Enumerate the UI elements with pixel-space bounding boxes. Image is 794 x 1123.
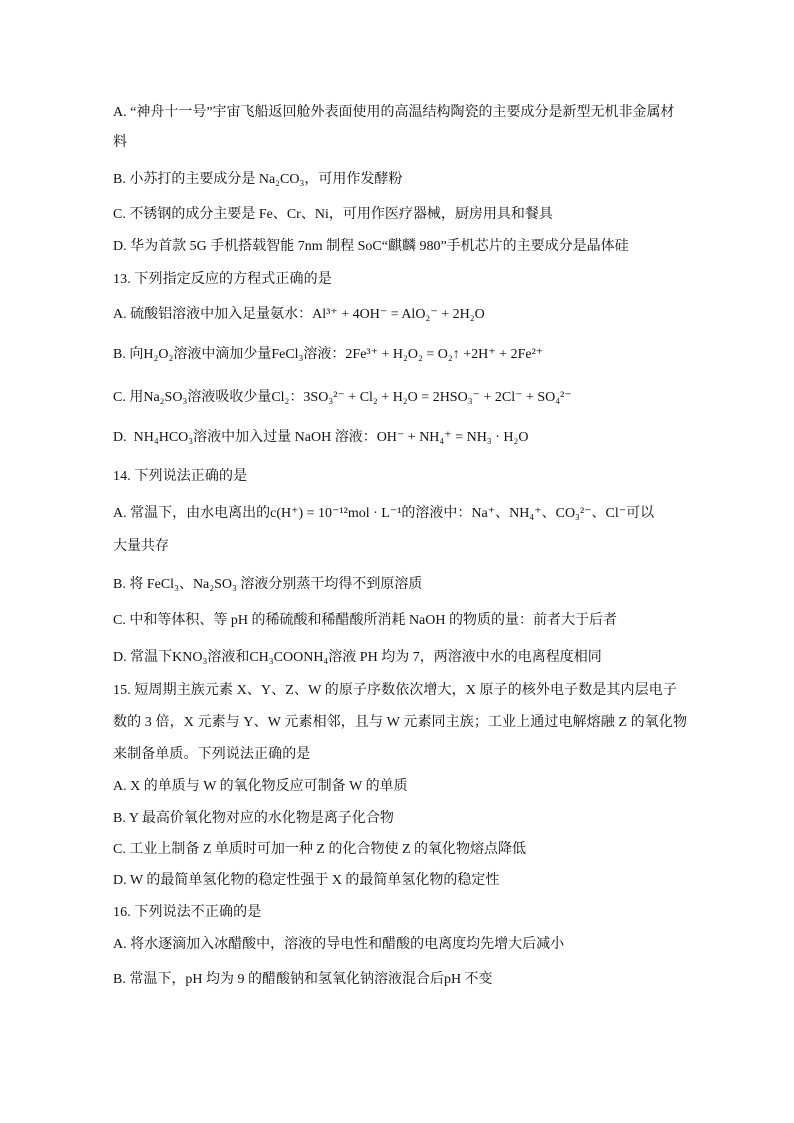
q16-option-b: B. 常温下，pH 均为 9 的醋酸钠和氢氧化钠溶液混合后pH 不变 bbox=[113, 972, 493, 987]
q14-option-a-line-1: A. 常温下，由水电离出的c(H⁺) = 10⁻¹²mol · L⁻¹的溶液中：Na⁺、NH₄⁺、CO₃²⁻、Cl⁻可以 bbox=[113, 506, 655, 521]
q13-stem: 13. 下列指定反应的方程式正确的是 bbox=[113, 272, 332, 287]
q14-option-a-line-2: 大量共存 bbox=[113, 539, 169, 554]
q15-option-a: A. X 的单质与 W 的氧化物反应可制备 W 的单质 bbox=[113, 779, 408, 794]
q12-option-c: C. 不锈钢的成分主要是 Fe、Cr、Ni，可用作医疗器械，厨房用具和餐具 bbox=[113, 207, 553, 222]
q13-option-b: B. 向H₂O₂溶液中滴加少量FeCl₃溶液：2Fe³⁺ + H₂O₂ = O₂↑ +2H⁺ + 2Fe²⁺ bbox=[113, 347, 544, 362]
q15-stem-line-3: 来制备单质。下列说法正确的是 bbox=[113, 747, 311, 762]
q12-option-a-line-2: 料 bbox=[113, 135, 127, 150]
q12-option-a-line-1: A. “神舟十一号”宇宙飞船返回舱外表面使用的高温结构陶瓷的主要成分是新型无机非金属材 bbox=[113, 105, 675, 120]
q14-stem: 14. 下列说法正确的是 bbox=[113, 469, 248, 484]
q14-option-c: C. 中和等体积、等 pH 的稀硫酸和稀醋酸所消耗 NaOH 的物质的量：前者大于后者 bbox=[113, 613, 617, 628]
q13-option-c: C. 用Na₂SO₃溶液吸收少量Cl₂：3SO₃²⁻ + Cl₂ + H₂O = 2HSO₃⁻ + 2Cl⁻ + SO₄²⁻ bbox=[113, 390, 572, 405]
q13-option-d: D. NH₄HCO₃溶液中加入过量 NaOH 溶液：OH⁻ + NH₄⁺ = NH₃ · H₂O bbox=[113, 430, 529, 445]
q15-stem-line-2: 数的 3 倍，X 元素与 Y、W 元素相邻，且与 W 元素同主族；工业上通过电解熔融 Z 的氧化物 bbox=[113, 715, 688, 730]
q12-option-b: B. 小苏打的主要成分是 Na₂CO₃，可用作发酵粉 bbox=[113, 172, 403, 187]
q15-option-b: B. Y 最高价氧化物对应的水化物是离子化合物 bbox=[113, 811, 394, 826]
q16-stem: 16. 下列说法不正确的是 bbox=[113, 905, 262, 920]
q15-option-d: D. W 的最简单氢化物的稳定性强于 X 的最简单氢化物的稳定性 bbox=[113, 873, 500, 888]
q12-option-d: D. 华为首款 5G 手机搭载智能 7nm 制程 SoC“麒麟 980”手机芯片的主要成分是晶体硅 bbox=[113, 239, 629, 254]
q13-option-a: A. 硫酸铝溶液中加入足量氨水：Al³⁺ + 4OH⁻ = AlO₂⁻ + 2H₂O bbox=[113, 307, 485, 322]
q14-option-b: B. 将 FeCl₃、Na₂SO₃ 溶液分别蒸干均得不到原溶质 bbox=[113, 577, 423, 592]
q15-stem-line-1: 15. 短周期主族元素 X、Y、Z、W 的原子序数依次增大，X 原子的核外电子数是其内层电子 bbox=[113, 683, 677, 698]
q15-option-c: C. 工业上制备 Z 单质时可加一种 Z 的化合物使 Z 的氧化物熔点降低 bbox=[113, 842, 526, 857]
q14-option-d: D. 常温下KNO₃溶液和CH₃COONH₄溶液 PH 均为 7，两溶液中水的电离程度相同 bbox=[113, 650, 602, 665]
q16-option-a: A. 将水逐滴加入冰醋酸中，溶液的导电性和醋酸的电离度均先增大后减小 bbox=[113, 937, 565, 952]
